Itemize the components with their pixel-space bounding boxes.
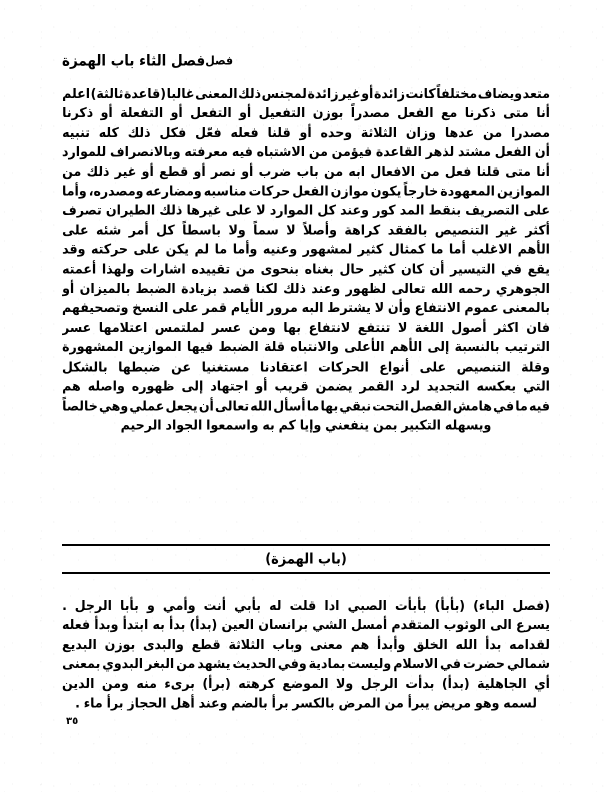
text-line-inner: بالمعنى عموم الانتفاع وأن لا يشترط البه مرور الأيام قمر على النسخ وتصحيفهم [62,299,550,316]
text-line: لسمه وهو مريض يبرأ من المرض بالكسر برأ بالضم وعند أهل الحجاز برأ ماء . [75,694,537,711]
text-line [62,143,550,163]
text-line-inner: على التصريف بنقط المد كور وعند كل الموارد لا على غيرها ذلك الطيران تصرف [62,202,550,219]
text-line: ويسهله التكبير بمن ينفعني وإيا كم به واسمعوا الجواد الرحيم [120,416,492,433]
text-line [62,221,550,241]
lower-text-block [62,596,550,713]
text-line [62,104,550,124]
text-line-inner: لقدامه بدأ الله الخلق وأبدأ هم معنى وباب الثلاثة قطع والبدى بوزن البديع [62,636,550,652]
text-line-inner: الأهم الاغلب أما ما كمثال كثير لمشهور وعنيه وأما ما لم يكن على حركته وقد [62,241,550,258]
divider-rule-bottom [62,572,550,574]
text-line [62,240,550,260]
text-line [62,279,550,299]
text-line-inner: مصدرا من عدها وزان الثلاثة وحده أو قلنا فعله فعّل فكل ذلك كله تنبيه [62,124,550,140]
text-line-inner: أكثر غير التنصيص بالفقد كراهة وأصلاً لا سماً ولا باسطاً كل أمر شئه على [62,221,550,238]
text-line [62,635,550,655]
upper-text-block [62,84,550,435]
text-line-inner: أي الجاهلية (بدأ) بدأت الرجل ولا الموضع كرهته (برأ) برىء منه ومن الدين [62,675,550,692]
text-line [62,201,550,221]
text-line-inner: أنا متى ذكرنا مع الفعل مصدراً بوزن التفعيل أو التفعل أو التفعلة أو ذكرنا [62,104,550,121]
section-heading [62,546,550,572]
page-header [62,50,550,74]
text-line-inner: أن الفعل مشتد لذهر القاعدة فيؤمن من الاشتباه فيه معرفته وبالانصراف للموارد [62,143,550,160]
text-line [62,299,550,319]
text-line-inner: شمالي حضرت في الاسلام وليست بمادية وفي الحديث يشهد من البغر البدوي بمعنى [62,655,550,672]
text-line [62,318,550,338]
text-line [62,396,550,416]
text-line-inner: الجوهري رحمه الله تعالى لظهور وعند ذلك لكنا قصد بزيادة الضبط بالميزان أو [62,280,550,297]
text-line [62,123,550,143]
text-line [62,616,550,636]
text-line [62,260,550,280]
text-line [62,377,550,397]
text-line-inner: (فصل الباء) (بأبأ) بأبأت الصبي ادا قلت له بأبي أنت وأمي و بأبا الرجل . [62,597,550,613]
text-line-inner: متعد ويضاف مختلفاً كانت زائدة أو غير زائدة لمجنس ذلك المعنى غالبا (قاعدة ثالثة) اعلم [62,85,550,101]
text-line [62,357,550,377]
text-line-inner: الترتيب بالنسبة إلى الأهم الأعلى والانتباه قلة الضبط فيها الموازين المشهورة [62,338,550,355]
page-number: ٣٥ [66,716,79,727]
text-line-inner: يقع في التيسير أن كان كثير حال بغناه بنحوى من تقييده اشارات ولهذا أعمته [62,260,550,277]
catchword: فصل [205,53,234,68]
text-line [62,655,550,675]
text-line [62,162,550,182]
text-line-inner: فيه ما في هامش الفصل التحت نبقي بها ما أسأل الله تعالى أن يجعل عملي وهي خالصاً [62,397,550,414]
text-line-inner: يسرع الى الوثوب المتقدم أمسل الشي برانسان العين (بدأ) بدأ به ابتدأ وبدأ فعله [62,616,550,633]
section-heading-label: (باب الهمزة) [265,550,347,568]
text-line [62,84,550,104]
section-divider [62,544,550,574]
text-line-inner: الموازين المعهودة خارجاً يكون موازن الفعل حركات مناسبه ومضارعه ومصدره، وأما [62,182,550,199]
text-line-inner: أنا متى قلنا فعل من الافعال ابه من باب ضرب أو نصر أو قطع أو غير ذلك من [62,163,550,180]
text-line [62,674,550,694]
text-line [62,596,550,616]
text-line-inner: فان اكثر أصول اللغة لا تنتفع لانتفاع بها ومن عسر لملتمس اعتلامها عسر [62,319,550,336]
text-line [62,182,550,202]
running-title: فصل الثاء باب الهمزة [62,52,206,71]
text-line-inner: وقلة التنصيص على أنواع الحركات اعتقادنا مستغنيا عن ضبطها بالشكل [62,358,550,375]
text-line-inner: التي بعكسه التجديد لرد القمر يضمن قريب أو اجتهاد إلى ظهوره واصله هم [62,377,550,394]
text-line [62,338,550,358]
